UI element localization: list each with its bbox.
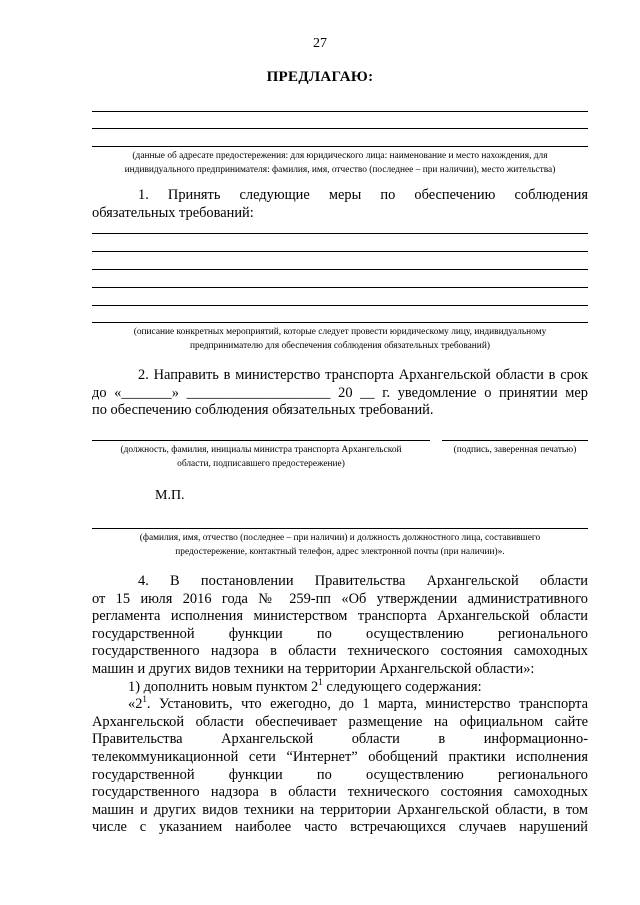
clause-line: государственного надзора в области технического состояния самоходных xyxy=(92,784,588,801)
addressee-line-3 xyxy=(92,146,588,147)
clause-line: Правительства Архангельской области в информационно- xyxy=(92,731,588,748)
clause-prefix: «2 xyxy=(128,696,143,713)
paragraph-line: обязательных требований: xyxy=(92,204,254,221)
item-2-paragraph xyxy=(92,367,588,420)
subitem-1-superscript: 1 xyxy=(318,676,323,687)
page-number: 27 xyxy=(313,36,327,51)
paragraph-line: 1. Принять следующие меры по обеспечению соблюдения xyxy=(138,187,588,203)
addressee-caption-line: индивидуального предпринимателя: фамилия, имя, отчество (последнее – при наличии), место жительства) xyxy=(124,165,556,175)
clause-line: Архангельской области обеспечивает размещение на официальном сайте xyxy=(92,713,588,730)
item-1-paragraph xyxy=(92,187,588,222)
measures-caption-line: (описание конкретных мероприятий, которые следует провести юридическому лицу, индивидуальному xyxy=(133,327,547,337)
subitem-1-text-end: следующего содержания: xyxy=(322,678,482,695)
signatory-caption-line: (должность, фамилия, инициалы министра транспорта Архангельской xyxy=(120,445,402,455)
signatory-caption xyxy=(92,443,430,471)
measures-line-1 xyxy=(92,233,588,234)
signatory-line xyxy=(92,440,430,441)
official-caption-line: предостережение, контактный телефон, адрес электронной почты (при наличии)». xyxy=(175,547,505,557)
item-4-paragraph xyxy=(92,573,588,837)
signature-line xyxy=(442,440,588,441)
paragraph-line: 4. В постановлении Правительства Архангельской области xyxy=(138,573,588,589)
signatory-caption-line: области, подписавшего предостережение) xyxy=(177,459,345,469)
measures-line-2 xyxy=(92,251,588,252)
clause-superscript: 1 xyxy=(142,694,147,705)
clause-first-text: . Установить, что ежегодно, до 1 марта, министерство транспорта xyxy=(146,696,588,713)
measures-caption-line: предпринимателю для обеспечения соблюдения обязательных требований) xyxy=(190,341,490,351)
measures-line-4 xyxy=(92,287,588,288)
paragraph-line: государственной функции по осуществлению регионального xyxy=(92,625,588,642)
paragraph-line: регламента исполнения министерством транспорта Архангельской области xyxy=(92,608,588,625)
measures-caption xyxy=(92,325,588,353)
clause-line: телекоммуникационной сети “Интернет” обобщений практики исполнения xyxy=(92,748,588,765)
paragraph-line: от 15 июля 2016 года № 259-пп «Об утверждении административного xyxy=(92,590,588,607)
subitem-1-text: 1) дополнить новым пунктом 2 xyxy=(128,678,319,695)
addressee-caption-line: (данные об адресате предостережения: для юридического лица: наименование и место нахождения, для xyxy=(132,151,548,161)
signature-caption: (подпись, заверенная печатью) xyxy=(453,445,577,455)
clause-line: машин и других видов техники на территории Архангельской области, в том xyxy=(92,801,588,818)
clause-first-line xyxy=(92,696,588,714)
official-caption-line: (фамилия, имя, отчество (последнее – при наличии) и должность должностного лица, составившего xyxy=(139,533,541,543)
subitem-1-line xyxy=(92,676,588,697)
paragraph-line: 2. Направить в министерство транспорта Архангельской области в срок xyxy=(138,367,588,383)
addressee-line-1 xyxy=(92,111,588,112)
paragraph-line: государственного надзора в области технического состояния самоходных xyxy=(92,643,588,660)
clause-line: государственной функции по осуществлению регионального xyxy=(92,766,588,783)
page-heading: ПРЕДЛАГАЮ: xyxy=(266,69,374,85)
paragraph-line: по обеспечению соблюдения обязательных требований. xyxy=(92,402,434,419)
addressee-line-2 xyxy=(92,128,588,129)
measures-line-5 xyxy=(92,305,588,306)
measures-line-6 xyxy=(92,322,588,323)
official-line xyxy=(92,528,588,529)
official-caption xyxy=(92,531,588,559)
seal-label: М.П. xyxy=(155,488,185,503)
paragraph-line: до «_______» ____________________ 20 __ г. уведомление о принятии мер xyxy=(92,384,588,401)
clause-line: числе с указанием наиболее часто встречающихся случаев нарушений xyxy=(92,819,588,836)
addressee-caption xyxy=(92,149,588,177)
paragraph-line: машин и других видов техники на территории Архангельской области»: xyxy=(92,660,535,677)
measures-line-3 xyxy=(92,269,588,270)
